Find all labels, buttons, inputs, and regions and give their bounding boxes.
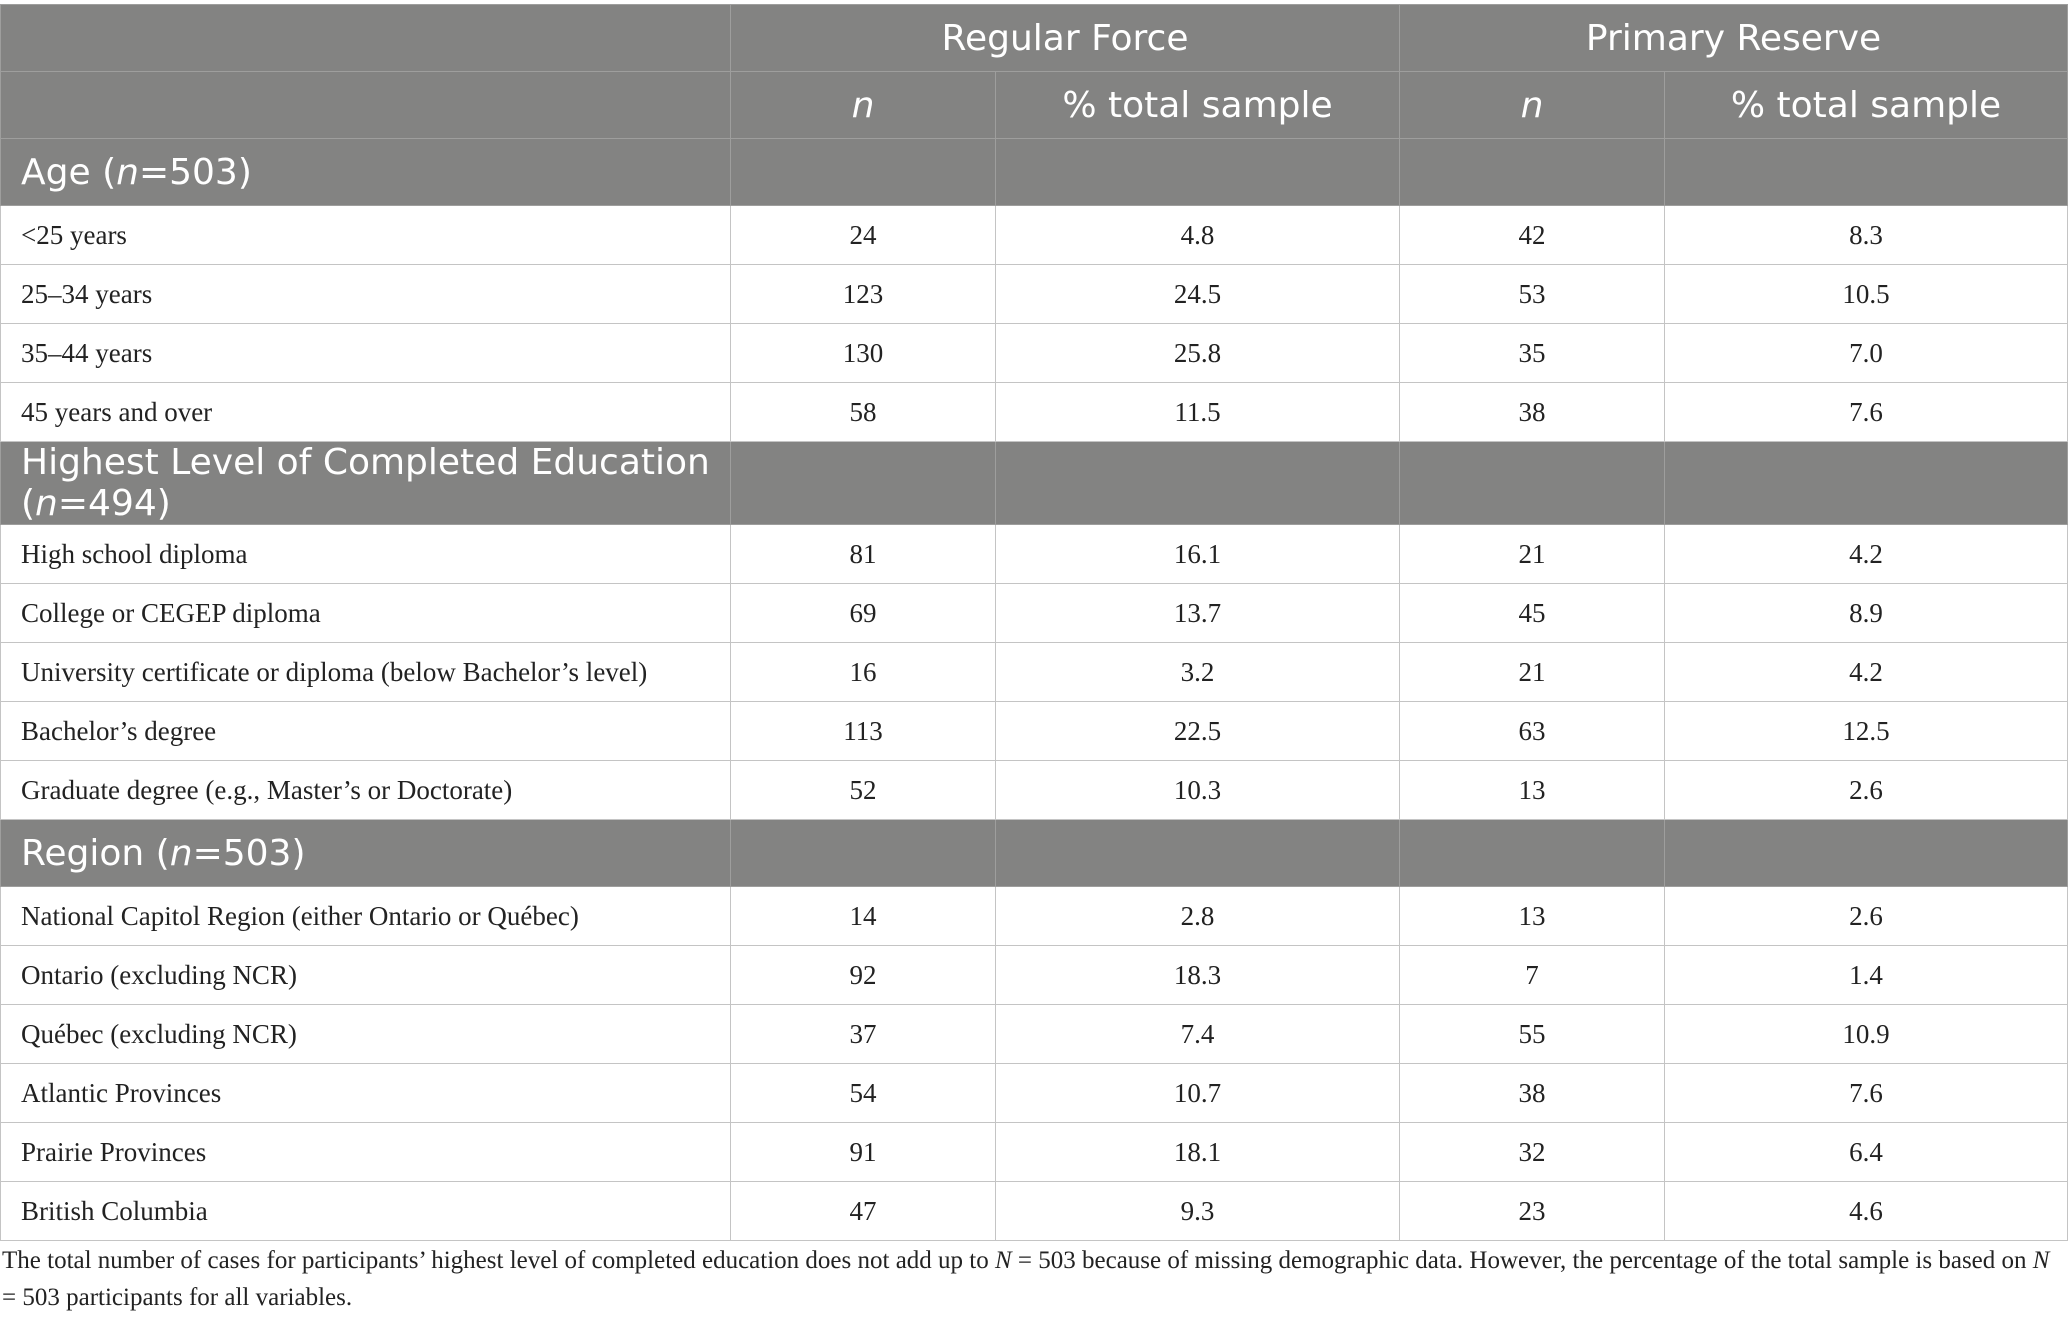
demographics-table	[0, 4, 2068, 1241]
rf-n-cell: 69	[731, 584, 996, 643]
pr-n-cell: 38	[1400, 1064, 1665, 1123]
section-title-text: Highest Level of Completed Education (	[21, 442, 710, 524]
pr-pct-cell: 1.4	[1665, 946, 2068, 1005]
primary-reserve-header: Primary Reserve	[1400, 5, 2068, 72]
table-footnote	[2, 1242, 2062, 1316]
section-empty-cell	[1400, 820, 1665, 887]
rf-pct-cell: 25.8	[996, 324, 1400, 383]
row-label: <25 years	[1, 206, 731, 265]
table-row	[1, 206, 2068, 265]
row-label: College or CEGEP diploma	[1, 584, 731, 643]
rf-pct-cell: 18.1	[996, 1123, 1400, 1182]
column-header-row	[1, 72, 2068, 139]
table-row	[1, 946, 2068, 1005]
pr-n-cell: 13	[1400, 887, 1665, 946]
footnote-n-symbol: N	[994, 1247, 1012, 1274]
pr-n-cell: 53	[1400, 265, 1665, 324]
pr-n-cell: 38	[1400, 383, 1665, 442]
pr-n-cell: 21	[1400, 525, 1665, 584]
row-label: 45 years and over	[1, 383, 731, 442]
table-body	[1, 139, 2068, 1241]
pr-pct-cell: 4.2	[1665, 643, 2068, 702]
row-label: 35–44 years	[1, 324, 731, 383]
section-empty-cell	[1665, 442, 2068, 525]
rf-n-cell: 52	[731, 761, 996, 820]
section-title	[1, 442, 731, 525]
pr-n-cell: 23	[1400, 1182, 1665, 1241]
section-title	[1, 820, 731, 887]
pr-n-cell: 13	[1400, 761, 1665, 820]
rf-n-cell: 123	[731, 265, 996, 324]
section-title-text: Region (	[21, 832, 170, 874]
pr-pct-cell: 7.6	[1665, 1064, 2068, 1123]
pr-pct-cell: 10.5	[1665, 265, 2068, 324]
section-empty-cell	[996, 442, 1400, 525]
row-label: Bachelor’s degree	[1, 702, 731, 761]
rf-n-cell: 92	[731, 946, 996, 1005]
rf-pct-cell: 10.7	[996, 1064, 1400, 1123]
pr-pct-cell: 7.6	[1665, 383, 2068, 442]
pr-pct-cell: 2.6	[1665, 761, 2068, 820]
section-header-row	[1, 139, 2068, 206]
table-row	[1, 383, 2068, 442]
pr-n-cell: 42	[1400, 206, 1665, 265]
table-row	[1, 1005, 2068, 1064]
table-row	[1, 761, 2068, 820]
table-row	[1, 887, 2068, 946]
rf-n-cell: 113	[731, 702, 996, 761]
row-label: Ontario (excluding NCR)	[1, 946, 731, 1005]
pr-pct-cell: 12.5	[1665, 702, 2068, 761]
section-title-n: n	[116, 151, 139, 193]
rf-pct-cell: 3.2	[996, 643, 1400, 702]
row-label: British Columbia	[1, 1182, 731, 1241]
table-row	[1, 1123, 2068, 1182]
rf-n-header: n	[731, 72, 996, 139]
pr-n-cell: 63	[1400, 702, 1665, 761]
group-header-row	[1, 5, 2068, 72]
row-label: National Capitol Region (either Ontario or Québec)	[1, 887, 731, 946]
pr-n-cell: 21	[1400, 643, 1665, 702]
rf-n-cell: 54	[731, 1064, 996, 1123]
pr-n-cell: 55	[1400, 1005, 1665, 1064]
footnote-text: = 503 participants for all variables.	[2, 1284, 353, 1311]
pr-pct-header: % total sample	[1665, 72, 2068, 139]
pr-n-cell: 45	[1400, 584, 1665, 643]
pr-n-cell: 35	[1400, 324, 1665, 383]
rf-n-cell: 37	[731, 1005, 996, 1064]
rf-pct-cell: 13.7	[996, 584, 1400, 643]
section-header-row	[1, 442, 2068, 525]
section-empty-cell	[731, 820, 996, 887]
table-row	[1, 525, 2068, 584]
rf-n-cell: 58	[731, 383, 996, 442]
rf-n-cell: 130	[731, 324, 996, 383]
pr-pct-cell: 8.3	[1665, 206, 2068, 265]
section-empty-cell	[996, 139, 1400, 206]
regular-force-header: Regular Force	[731, 5, 1400, 72]
table-row	[1, 265, 2068, 324]
table-row	[1, 324, 2068, 383]
rf-n-cell: 47	[731, 1182, 996, 1241]
rf-n-cell: 16	[731, 643, 996, 702]
rf-pct-header: % total sample	[996, 72, 1400, 139]
section-empty-cell	[996, 820, 1400, 887]
rf-pct-cell: 9.3	[996, 1182, 1400, 1241]
footnote-text: The total number of cases for participants’ highest level of completed education does not add up to	[2, 1247, 995, 1274]
section-title-count: =503)	[192, 832, 306, 874]
header-blank-cell	[1, 5, 731, 72]
section-title-n: n	[35, 483, 58, 524]
pr-pct-cell: 2.6	[1665, 887, 2068, 946]
footnote-text: = 503 because of missing demographic data. However, the percentage of the total sample is based on	[1011, 1247, 2033, 1274]
section-empty-cell	[731, 442, 996, 525]
section-empty-cell	[1665, 820, 2068, 887]
row-label: Prairie Provinces	[1, 1123, 731, 1182]
rf-n-cell: 81	[731, 525, 996, 584]
pr-pct-cell: 4.2	[1665, 525, 2068, 584]
section-header-row	[1, 820, 2068, 887]
rf-pct-cell: 7.4	[996, 1005, 1400, 1064]
footnote-n-symbol: N	[2032, 1247, 2050, 1274]
rf-pct-cell: 10.3	[996, 761, 1400, 820]
pr-n-header: n	[1400, 72, 1665, 139]
rf-pct-cell: 24.5	[996, 265, 1400, 324]
section-empty-cell	[1665, 139, 2068, 206]
rf-n-cell: 91	[731, 1123, 996, 1182]
table-row	[1, 1064, 2068, 1123]
rf-pct-cell: 4.8	[996, 206, 1400, 265]
section-title-text: Age (	[21, 151, 117, 193]
pr-pct-cell: 8.9	[1665, 584, 2068, 643]
row-label: University certificate or diploma (below Bachelor’s level)	[1, 643, 731, 702]
section-title-count: =503)	[138, 151, 252, 193]
row-label: Québec (excluding NCR)	[1, 1005, 731, 1064]
rf-pct-cell: 11.5	[996, 383, 1400, 442]
pr-pct-cell: 6.4	[1665, 1123, 2068, 1182]
section-empty-cell	[731, 139, 996, 206]
row-label: 25–34 years	[1, 265, 731, 324]
table-row	[1, 584, 2068, 643]
pr-n-cell: 32	[1400, 1123, 1665, 1182]
row-label: Graduate degree (e.g., Master’s or Doctorate)	[1, 761, 731, 820]
pr-n-cell: 7	[1400, 946, 1665, 1005]
section-empty-cell	[1400, 139, 1665, 206]
table-row	[1, 643, 2068, 702]
section-title-n: n	[169, 832, 193, 874]
rf-pct-cell: 18.3	[996, 946, 1400, 1005]
row-label: High school diploma	[1, 525, 731, 584]
pr-pct-cell: 10.9	[1665, 1005, 2068, 1064]
pr-pct-cell: 7.0	[1665, 324, 2068, 383]
rf-pct-cell: 2.8	[996, 887, 1400, 946]
header-blank-cell	[1, 72, 731, 139]
table-row	[1, 702, 2068, 761]
rf-pct-cell: 16.1	[996, 525, 1400, 584]
rf-n-cell: 24	[731, 206, 996, 265]
table-row	[1, 1182, 2068, 1241]
rf-n-cell: 14	[731, 887, 996, 946]
row-label: Atlantic Provinces	[1, 1064, 731, 1123]
rf-pct-cell: 22.5	[996, 702, 1400, 761]
section-title	[1, 139, 731, 206]
section-empty-cell	[1400, 442, 1665, 525]
pr-pct-cell: 4.6	[1665, 1182, 2068, 1241]
section-title-count: =494)	[57, 483, 171, 524]
